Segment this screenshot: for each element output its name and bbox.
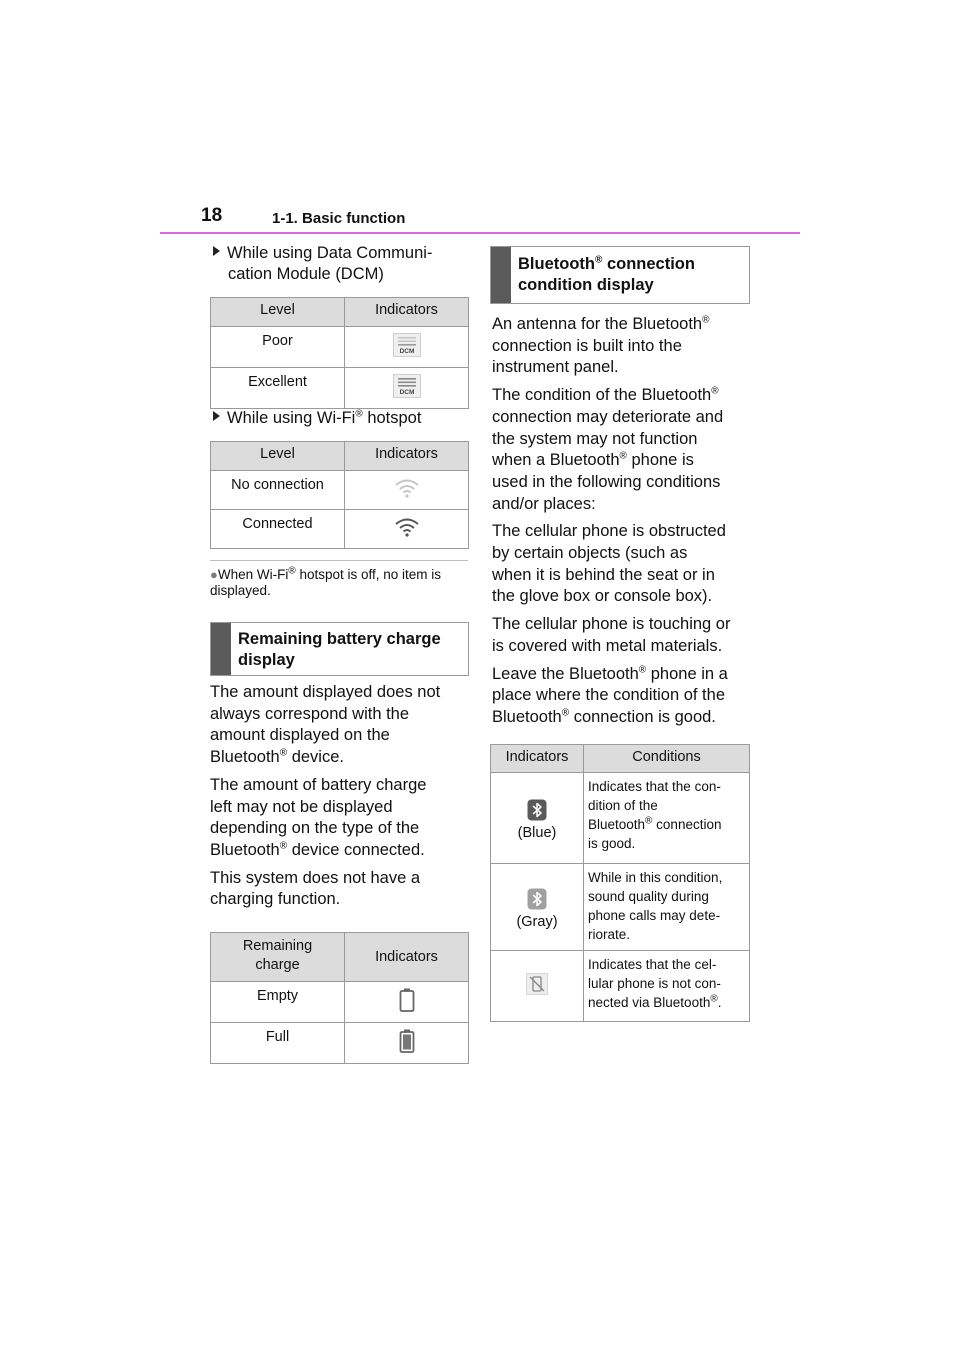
table-row [211,982,469,1023]
bluetooth-condition-table [490,744,750,1022]
table-header-row [211,442,469,471]
table-row [211,510,469,549]
dcm-signal-excellent-icon [393,374,421,398]
wifi-disconnected-icon [394,477,420,499]
dcm-heading-line1: While using Data Communi- [227,244,433,262]
section-bar [211,623,231,675]
note-text: When Wi-Fi [217,567,289,582]
page-number: 18 [201,205,223,226]
text-line: when it is behind the seat or in [492,565,715,584]
text-line: lular phone is not con- [588,976,721,991]
indicator-cell [345,471,469,510]
text-line: the system may not function [492,429,698,448]
text-line: is good. [588,836,636,851]
phone-disconnected-icon [526,973,548,995]
battery-section-title: Remaining battery charge display [238,630,441,669]
text-line: An antenna for the Bluetooth [492,315,703,333]
note-divider [210,560,468,561]
text-line: This system does not have a [210,868,421,887]
col-level: Level [211,442,345,471]
svg-text:DCM: DCM [399,348,414,355]
text-line: used in the following conditions [492,472,721,491]
indicator-label: (Blue) [517,825,557,841]
battery-empty-icon [399,988,415,1012]
bt-paragraph-4 [492,614,757,657]
indicator-cell [345,510,469,549]
col-conditions: Conditions [584,745,750,773]
battery-full-icon [399,1029,415,1053]
indicator-cell [345,982,469,1023]
table-row [211,327,469,368]
text-line: dition of the [588,798,658,813]
indicator-cell [345,1023,469,1064]
text-line: when a Bluetooth [492,451,620,470]
col-indicators: Indicators [345,298,469,327]
text-line: connection [652,817,722,832]
text-line: The condition of the Bluetooth [492,386,712,405]
registered-mark: ® [561,707,570,719]
svg-text:DCM: DCM [399,389,414,396]
text-line: the glove box or console box). [492,587,713,606]
battery-paragraph-3 [210,868,475,911]
bullet-triangle-icon [213,246,220,256]
text-line: The amount displayed does not [210,683,441,701]
wifi-level-table [210,441,469,549]
col-indicators: Indicators [491,745,584,773]
text-line: While in this condition, [588,870,723,885]
wifi-heading-text: While using Wi-Fi [227,409,356,427]
text-line: place where the condition of the [492,686,725,705]
registered-mark: ® [638,664,647,676]
note-bullet-icon: ● [210,567,218,582]
dcm-level-table [210,297,469,409]
level-cell: Empty [211,982,345,1023]
battery-table [210,932,469,1064]
wifi-heading-text-post: hotspot [362,409,422,427]
bt-paragraph-5 [492,664,757,729]
bluetooth-blue-icon [527,799,547,821]
table-header-row [211,298,469,327]
bt-paragraph-2 [492,385,757,515]
battery-paragraph-2 [210,775,475,862]
text-line: Bluetooth [210,840,280,859]
text-line: phone is [626,451,694,470]
col-indicators: Indicators [345,442,469,471]
registered-mark: ® [355,408,363,420]
text-line: Indicates that the con- [588,779,721,794]
text-line: connection is built into the [492,336,682,355]
bullet-triangle-icon [213,411,220,421]
section-bar [491,247,511,303]
text-line: nected via Bluetooth [588,995,711,1010]
text-line: always correspond with the [210,704,410,723]
text-line: amount displayed on the [210,726,390,745]
header-text: charge [255,957,300,973]
text-line: left may not be displayed [210,797,393,816]
wifi-connected-icon [394,516,420,538]
text-line: Bluetooth [588,817,646,832]
registered-mark: ® [710,993,718,1005]
col-remaining-charge [211,933,345,982]
table-row [211,471,469,510]
condition-cell [584,951,750,1022]
dcm-heading-line2: cation Module (DCM) [228,265,384,283]
text-line: riorate. [588,927,631,942]
text-line: connection is good. [569,707,716,726]
wifi-note [210,567,470,599]
registered-mark: ® [288,565,296,577]
bt-paragraph-3 [492,521,757,608]
header-text: Remaining [242,938,313,954]
table-row [211,368,469,409]
text-line: . [717,995,722,1010]
registered-mark: ® [594,254,603,266]
text-line: connection may deteriorate and [492,407,724,426]
indicator-label: (Gray) [516,914,558,930]
table-row [491,864,750,951]
table-row [211,1023,469,1064]
text-line: phone calls may dete- [588,908,721,923]
text-line: The amount of battery charge [210,775,427,794]
dcm-signal-poor-icon [393,333,421,357]
battery-section-header [210,622,469,676]
condition-cell [584,864,750,951]
bluetooth-gray-icon [527,888,547,910]
level-cell: Excellent [211,368,345,409]
text-line: and/or places: [492,494,596,513]
battery-description [210,682,475,917]
text-line: instrument panel. [492,358,619,377]
level-cell: Connected [211,510,345,549]
table-header-row [211,933,469,982]
section-title: 1-1. Basic function [272,210,406,227]
indicator-cell [345,327,469,368]
text-line: The cellular phone is touching or [492,615,731,634]
text-line: is covered with metal materials. [492,636,723,655]
indicator-cell [345,368,469,409]
text-line: by certain objects (such as [492,544,688,563]
text-line: device connected. [287,840,425,859]
text-line: device. [287,748,344,767]
indicator-cell [491,864,584,951]
table-row [491,951,750,1022]
text-line: phone in a [646,664,728,683]
registered-mark: ® [702,314,710,326]
wifi-heading [213,408,463,429]
text-line: charging function. [210,890,341,909]
col-level: Level [211,298,345,327]
registered-mark: ® [279,747,288,759]
registered-mark: ® [645,815,653,827]
bt-paragraph-1 [492,314,757,379]
bluetooth-section-header [490,246,750,304]
col-indicators: Indicators [345,933,469,982]
table-row [491,773,750,864]
level-cell: No connection [211,471,345,510]
condition-cell [584,773,750,864]
registered-mark: ® [279,840,288,852]
text-line: Indicates that the cel- [588,957,717,972]
text-line: sound quality during [588,889,709,904]
text-line: The cellular phone is obstructed [492,522,726,541]
dcm-heading [213,243,463,285]
indicator-cell [491,773,584,864]
text-line: Bluetooth [492,707,562,726]
header-divider [160,232,800,234]
registered-mark: ® [619,450,627,462]
level-cell: Full [211,1023,345,1064]
text-line: depending on the type of the [210,819,420,838]
text-line: Leave the Bluetooth [492,664,639,683]
title-text: condition display [518,276,654,294]
registered-mark: ® [711,385,719,397]
text-line: Bluetooth [210,748,280,767]
title-text: Bluetooth [518,255,595,273]
level-cell: Poor [211,327,345,368]
table-header-row [491,745,750,773]
battery-paragraph-1 [210,682,475,769]
bluetooth-section-title: Bluetooth® connection condition display [518,254,695,294]
indicator-cell [491,951,584,1022]
note-text-post: hotspot is off, no item is displayed. [210,567,442,598]
bluetooth-description [492,314,757,735]
